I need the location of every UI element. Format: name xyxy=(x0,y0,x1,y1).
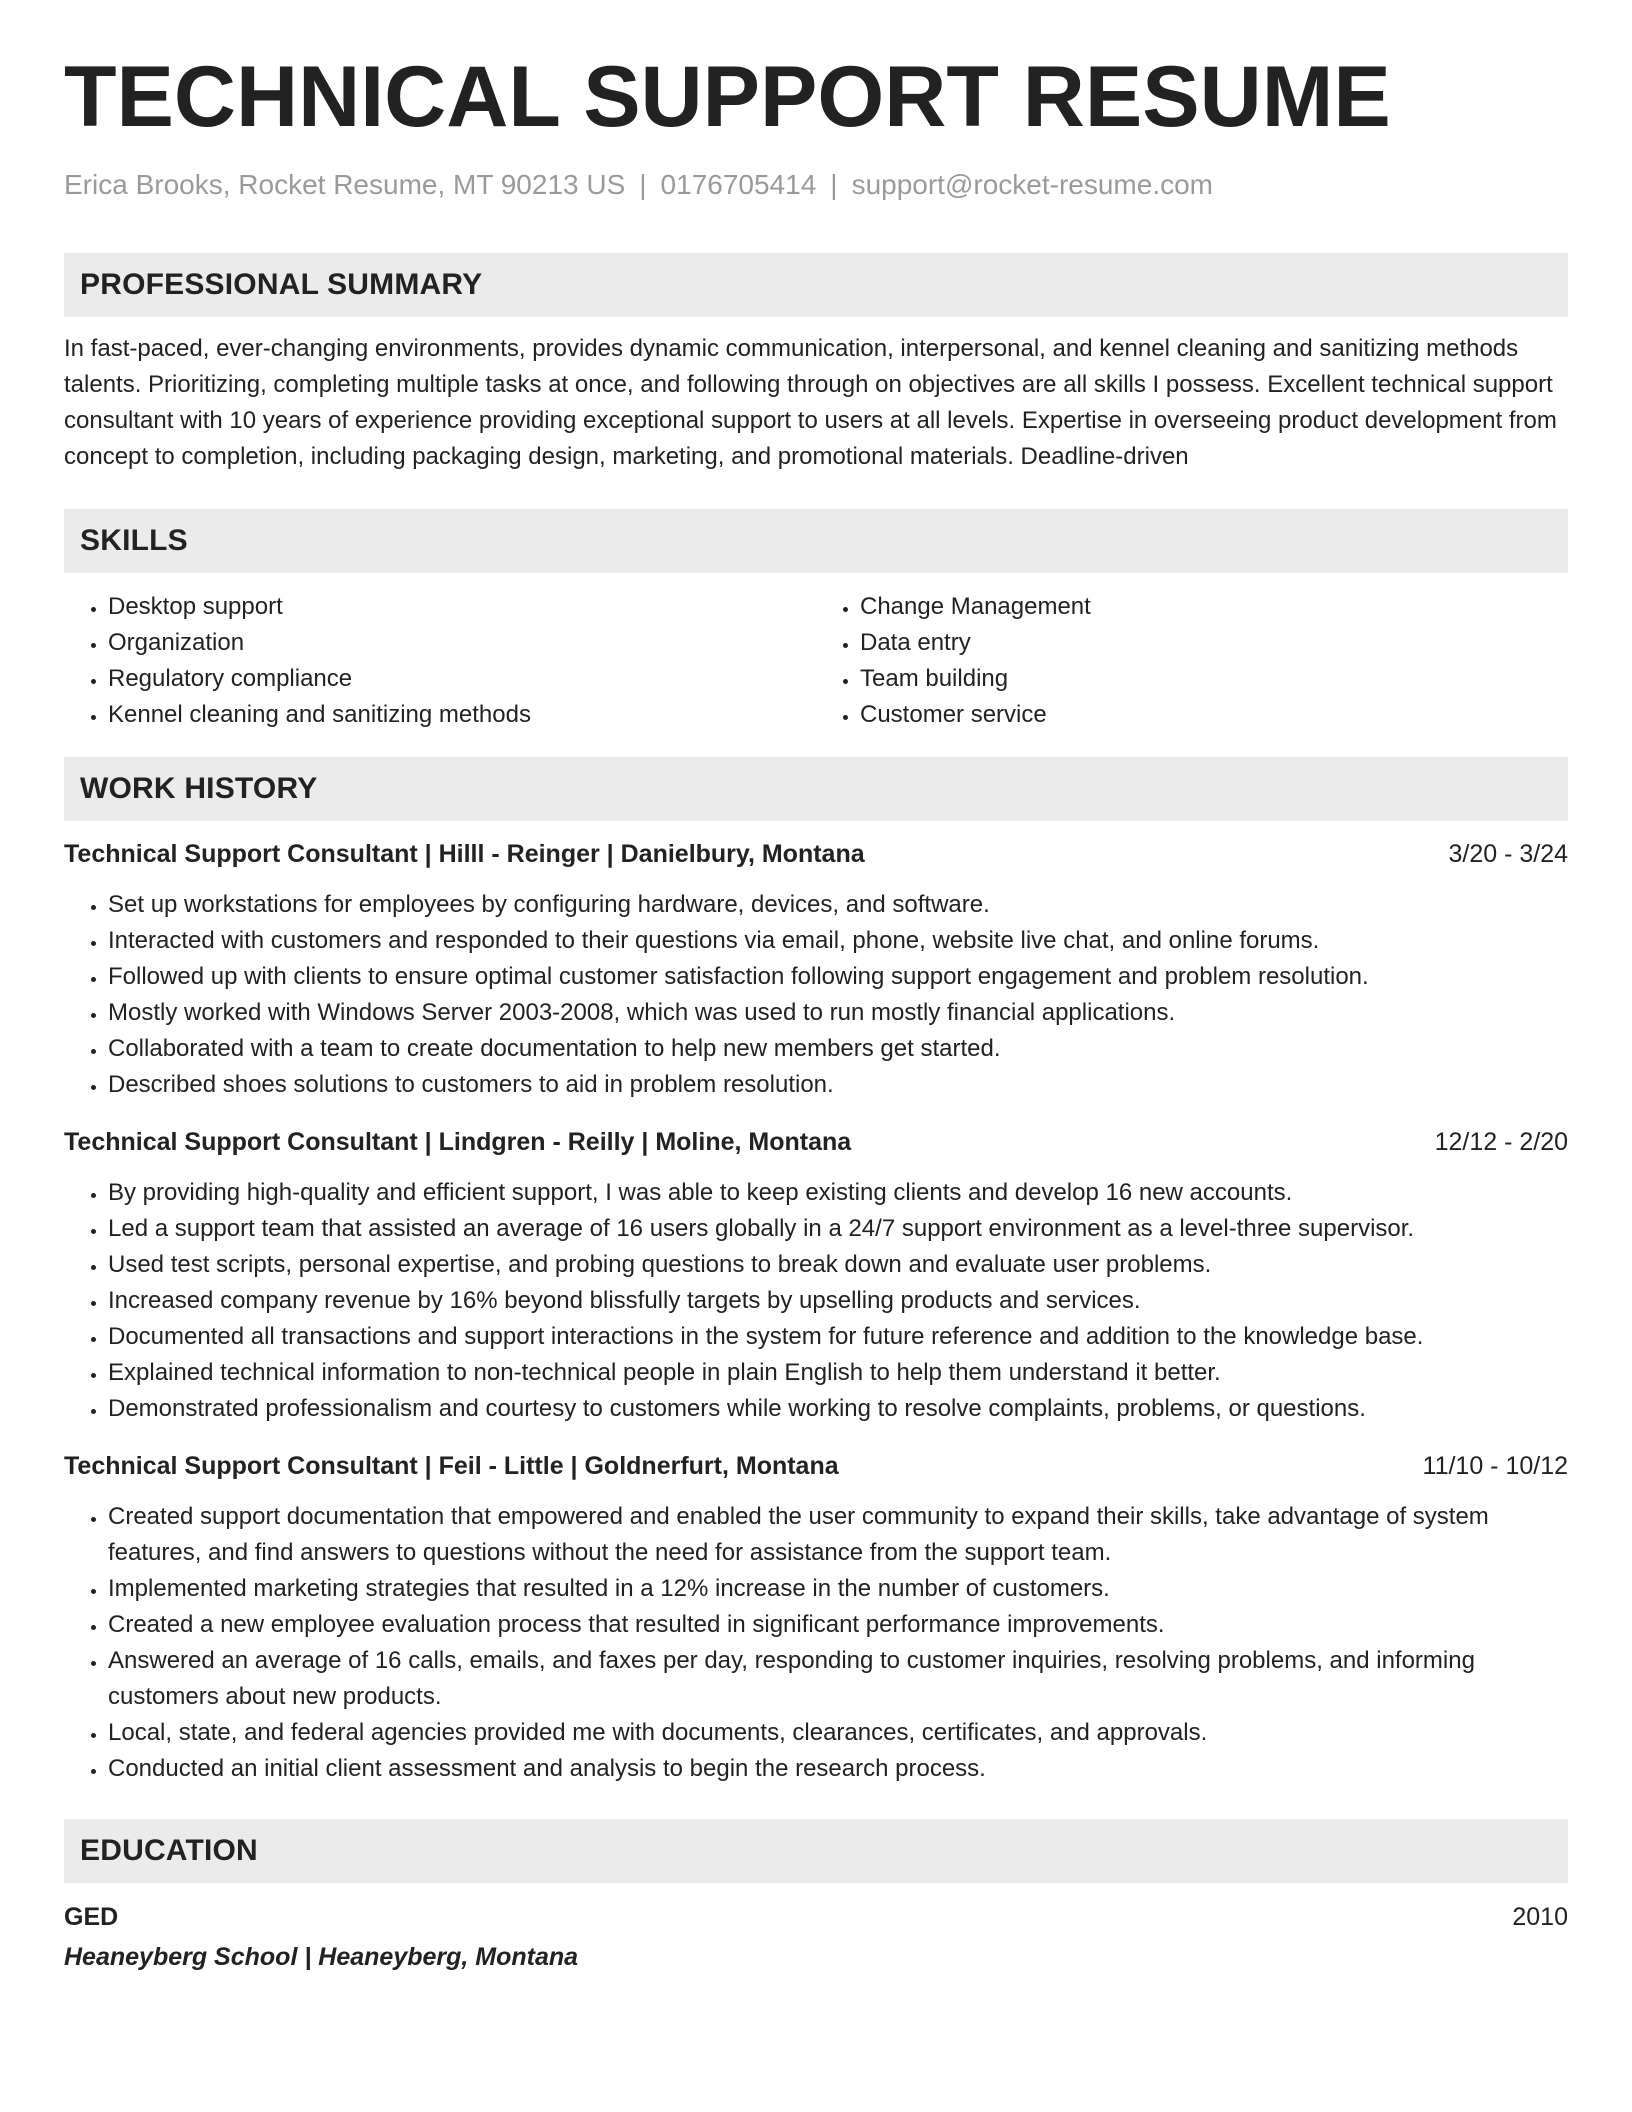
job-header xyxy=(64,1125,1568,1159)
contact-email: support@rocket-resume.com xyxy=(851,169,1213,200)
summary-text: In fast-paced, ever-changing environments, provides dynamic communication, interpersonal, and kennel cleaning and sanitizing methods talents. Prioritizing, completing multiple tasks at once, and following through on objectives are all skills I possess. Excellent technical support consultant with 10 years of experience providing exceptional support to users at all levels. Expertise in overseeing product development from concept to completion, including packaging design, marketing, and promotional materials. Deadline-driven xyxy=(64,334,1557,470)
contact-phone: 0176705414 xyxy=(660,169,817,200)
job-duty: • Documented all transactions and support interactions in the system for future reference and addition to the knowledge base. xyxy=(108,1319,1568,1355)
job-entry xyxy=(64,837,1568,1103)
job-duty: • Answered an average of 16 calls, emails, and faxes per day, responding to customer inquiries, resolving problems, and informing customers about new products. xyxy=(108,1643,1568,1715)
job-duty: • Created a new employee evaluation process that resulted in significant performance improvements. xyxy=(108,1607,1568,1643)
skills-list xyxy=(64,589,1568,733)
job-duties xyxy=(64,887,1568,1103)
job-duty: • Followed up with clients to ensure optimal customer satisfaction following support engagement and problem resolution. xyxy=(108,959,1568,995)
job-dates: 11/10 - 10/12 xyxy=(1422,1451,1568,1480)
resume-title: TECHNICAL SUPPORT RESUME xyxy=(64,49,1391,145)
work-history-heading: WORK HISTORY xyxy=(64,757,1568,821)
job-duty: • Increased company revenue by 16% beyond blissfully targets by upselling products and services. xyxy=(108,1283,1568,1319)
job-duty: • Local, state, and federal agencies provided me with documents, clearances, certificates, and approvals. xyxy=(108,1715,1568,1751)
job-duty: • Set up workstations for employees by configuring hardware, devices, and software. xyxy=(108,887,1568,923)
job-duty: • By providing high-quality and efficient support, I was able to keep existing clients and develop 16 new accounts. xyxy=(108,1175,1568,1211)
skill-item: • Organization xyxy=(108,625,816,661)
contact-line xyxy=(64,168,1568,202)
skill-item: • Desktop support xyxy=(108,589,816,625)
job-entry xyxy=(64,1449,1568,1787)
job-dates: 12/12 - 2/20 xyxy=(1434,1127,1568,1156)
skill-item: • Regulatory compliance xyxy=(108,661,816,697)
job-duty: • Demonstrated professionalism and courtesy to customers while working to resolve complaints, problems, or questions. xyxy=(108,1391,1568,1427)
job-duty: • Interacted with customers and responded to their questions via email, phone, website live chat, and online forums. xyxy=(108,923,1568,959)
skill-item: • Data entry xyxy=(860,625,1568,661)
job-duty: • Collaborated with a team to create documentation to help new members get started. xyxy=(108,1031,1568,1067)
skills-column-right xyxy=(816,589,1568,733)
summary-heading: PROFESSIONAL SUMMARY xyxy=(64,253,1568,317)
job-duties xyxy=(64,1175,1568,1427)
skills-column-left xyxy=(64,589,816,733)
job-duties xyxy=(64,1499,1568,1787)
job-title: Technical Support Consultant | Feil - Little | Goldnerfurt, Montana xyxy=(64,1451,839,1480)
job-dates: 3/20 - 3/24 xyxy=(1448,839,1568,868)
skill-item: • Team building xyxy=(860,661,1568,697)
job-duty: • Implemented marketing strategies that resulted in a 12% increase in the number of customers. xyxy=(108,1571,1568,1607)
job-title: Technical Support Consultant | Hilll - Reinger | Danielbury, Montana xyxy=(64,839,865,868)
education-degree: GED xyxy=(64,1902,119,1931)
job-duty: • Conducted an initial client assessment and analysis to begin the research process. xyxy=(108,1751,1568,1787)
contact-address: Erica Brooks, Rocket Resume, MT 90213 US xyxy=(64,169,626,200)
education-school: Heaneyberg School | Heaneyberg, Montana xyxy=(64,1942,579,1971)
job-duty: • Used test scripts, personal expertise, and probing questions to break down and evaluate user problems. xyxy=(108,1247,1568,1283)
skills-heading: SKILLS xyxy=(64,509,1568,573)
job-duty: • Explained technical information to non-technical people in plain English to help them understand it better. xyxy=(108,1355,1568,1391)
job-title: Technical Support Consultant | Lindgren - Reilly | Moline, Montana xyxy=(64,1127,852,1156)
education-year: 2010 xyxy=(1512,1902,1568,1931)
job-duty: • Created support documentation that empowered and enabled the user community to expand their skills, take advantage of system features, and find answers to questions without the need for assistance from the support team. xyxy=(108,1499,1568,1571)
job-duty: • Described shoes solutions to customers to aid in problem resolution. xyxy=(108,1067,1568,1103)
education-heading: EDUCATION xyxy=(64,1819,1568,1883)
skill-item: • Customer service xyxy=(860,697,1568,733)
job-header xyxy=(64,1449,1568,1483)
job-duty: • Led a support team that assisted an average of 16 users globally in a 24/7 support environment as a level-three supervisor. xyxy=(108,1211,1568,1247)
job-header xyxy=(64,837,1568,871)
skill-item: • Kennel cleaning and sanitizing methods xyxy=(108,697,816,733)
contact-separator: | xyxy=(830,169,838,200)
job-duty: • Mostly worked with Windows Server 2003-2008, which was used to run mostly financial applications. xyxy=(108,995,1568,1031)
contact-separator: | xyxy=(639,169,647,200)
job-entry xyxy=(64,1125,1568,1427)
education-header xyxy=(64,1899,1568,1935)
skill-item: • Change Management xyxy=(860,589,1568,625)
